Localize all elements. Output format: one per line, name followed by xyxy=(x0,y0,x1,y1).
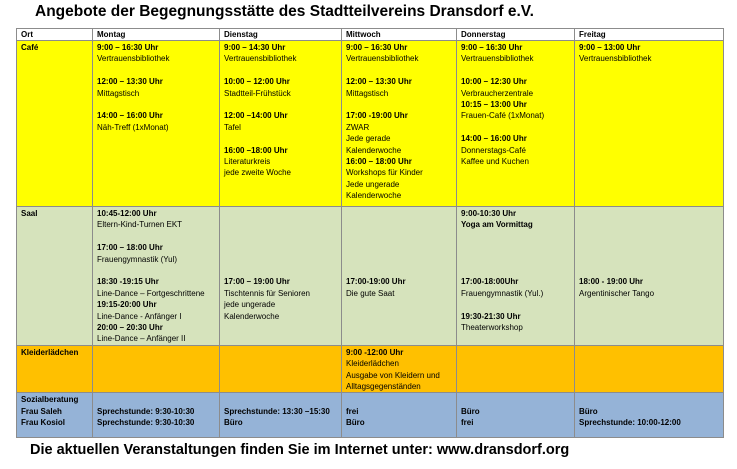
spacer xyxy=(579,265,719,276)
event-line: Ausgabe von Kleidern und xyxy=(346,370,440,380)
spacer xyxy=(579,394,719,405)
event-line: jede zweite Woche xyxy=(224,168,291,178)
event-line: 14:00 – 16:00 Uhr xyxy=(461,134,527,144)
spacer xyxy=(346,394,452,405)
event-line: Sprechstunde: 10:00-12:00 xyxy=(579,418,681,428)
cell-cafe-donnerstag xyxy=(457,41,575,207)
event-line: Frauen-Café (1xMonat) xyxy=(461,111,545,121)
event-line: 9:00 -12:00 Uhr xyxy=(346,347,404,357)
location-label: Kleiderlädchen xyxy=(21,347,79,357)
header-dienstag: Dienstag xyxy=(220,29,342,41)
location-kleider xyxy=(17,345,93,393)
location-label: Sozialberatung xyxy=(21,395,79,405)
event-line: Vertrauensbibliothek xyxy=(97,54,170,64)
event-line: 20:00 – 20:30 Uhr xyxy=(97,323,163,333)
schedule-table xyxy=(16,28,724,438)
spacer xyxy=(97,265,215,276)
cell-saal-montag xyxy=(93,207,220,346)
event-line: Mittagstisch xyxy=(97,88,140,98)
cell-saal-dienstag xyxy=(220,207,342,346)
row-kleider xyxy=(17,345,724,393)
event-line: 14:00 – 16:00 Uhr xyxy=(97,111,163,121)
page-title: Angebote der Begegnungsstätte des Stadtteilvereins Dransdorf e.V. xyxy=(35,3,534,20)
spacer xyxy=(579,231,719,242)
event-line: 9:00 – 16:30 Uhr xyxy=(97,43,159,52)
row-saal xyxy=(17,207,724,346)
cell-sozial-mittwoch xyxy=(342,393,457,438)
cell-cafe-montag xyxy=(93,41,220,207)
cell-sozial-donnerstag xyxy=(457,393,575,438)
spacer xyxy=(224,99,337,110)
spacer xyxy=(346,231,452,242)
spacer xyxy=(224,231,337,242)
header-freitag: Freitag xyxy=(575,29,724,41)
footer-note: Die aktuellen Veranstaltungen finden Sie im Internet unter: www.dransdorf.org xyxy=(30,442,570,458)
row-cafe xyxy=(17,41,724,207)
event-line: Mittagstisch xyxy=(346,88,389,98)
event-line: 19:30-21:30 Uhr xyxy=(461,311,521,321)
event-line: 16:00 –18:00 Uhr xyxy=(224,145,288,155)
event-line: Vertrauensbibliothek xyxy=(579,54,652,64)
event-line: Tischtennis für Senioren xyxy=(224,288,310,298)
event-line: Line-Dance – Fortgeschrittene xyxy=(97,288,205,298)
cell-kleider-donnerstag xyxy=(457,345,575,393)
cell-saal-donnerstag xyxy=(457,207,575,346)
event-line: 16:00 – 18:00 Uhr xyxy=(346,157,412,167)
spacer xyxy=(346,65,452,76)
event-line: 9:00 – 13:00 Uhr xyxy=(579,43,641,52)
event-line: jede ungerade xyxy=(224,300,276,310)
spacer xyxy=(346,254,452,265)
event-line: Eltern-Kind-Turnen EKT xyxy=(97,220,183,230)
event-line: 12:00 –14:00 Uhr xyxy=(224,111,288,121)
event-line: Workshops für Kinder xyxy=(346,168,423,178)
cell-kleider-montag xyxy=(93,345,220,393)
row-sozial xyxy=(17,393,724,438)
header-row xyxy=(17,29,724,41)
event-line: 10:15 – 13:00 Uhr xyxy=(461,100,527,110)
header-montag: Montag xyxy=(93,29,220,41)
event-line: Kalenderwoche xyxy=(346,145,402,155)
event-line: Vertrauensbibliothek xyxy=(461,54,534,64)
event-line: 10:00 – 12:30 Uhr xyxy=(461,77,527,87)
event-line: Büro xyxy=(224,418,243,428)
spacer xyxy=(224,65,337,76)
event-line: Line-Dance – Anfänger II xyxy=(97,334,186,344)
cell-cafe-mittwoch xyxy=(342,41,457,207)
spacer xyxy=(224,133,337,144)
cell-sozial-montag xyxy=(93,393,220,438)
event-line: 18:00 - 19:00 Uhr xyxy=(579,277,644,287)
event-line: Literaturkreis xyxy=(224,157,271,167)
event-line: 12:00 – 13:30 Uhr xyxy=(346,77,412,87)
event-line: Argentinischer Tango xyxy=(579,288,655,298)
event-line: 12:00 – 13:30 Uhr xyxy=(97,77,163,87)
event-line: 19:15-20:00 Uhr xyxy=(97,300,157,310)
spacer xyxy=(579,219,719,230)
event-line: Verbraucherzentrale xyxy=(461,88,534,98)
event-line: 17:00 – 19:00 Uhr xyxy=(224,277,290,287)
event-line: Yoga am Vormittag xyxy=(461,220,533,230)
spacer xyxy=(97,231,215,242)
event-line: Büro xyxy=(579,406,598,416)
event-line: 9:00 – 14:30 Uhr xyxy=(224,43,286,52)
event-line: 9:00 – 16:30 Uhr xyxy=(346,43,408,52)
spacer xyxy=(346,219,452,230)
event-line: Büro xyxy=(461,406,480,416)
spacer xyxy=(97,65,215,76)
event-line: Kaffee und Kuchen xyxy=(461,157,529,167)
cell-saal-freitag xyxy=(575,207,724,346)
event-line: Vertrauensbibliothek xyxy=(224,54,297,64)
spacer xyxy=(461,242,570,253)
event-line: Alltagsgegenständen xyxy=(346,382,421,392)
event-line: 9:00 – 16:30 Uhr xyxy=(461,43,523,52)
cell-kleider-dienstag xyxy=(220,345,342,393)
event-line: 10:00 – 12:00 Uhr xyxy=(224,77,290,87)
spacer xyxy=(346,208,452,219)
header-ort: Ort xyxy=(17,29,93,41)
location-label: Café xyxy=(21,43,39,52)
event-line: Tafel xyxy=(224,122,241,132)
location-label: Frau Saleh xyxy=(21,406,62,416)
event-line: Frauengymnastik (Yul.) xyxy=(461,288,544,298)
spacer xyxy=(346,99,452,110)
spacer xyxy=(224,219,337,230)
event-line: 18:30 -19:15 Uhr xyxy=(97,277,159,287)
event-line: frei xyxy=(346,406,359,416)
spacer xyxy=(97,99,215,110)
spacer xyxy=(346,242,452,253)
event-line: Die gute Saat xyxy=(346,288,395,298)
spacer xyxy=(461,231,570,242)
event-line: 17:00-18:00Uhr xyxy=(461,277,519,287)
spacer xyxy=(579,208,719,219)
header-donnerstag: Donnerstag xyxy=(457,29,575,41)
event-line: Donnerstags-Café xyxy=(461,145,526,155)
event-line: Vertrauensbibliothek xyxy=(346,54,419,64)
event-line: Line-Dance - Anfänger I xyxy=(97,311,182,321)
event-line: Jede gerade xyxy=(346,134,391,144)
spacer xyxy=(224,254,337,265)
spacer xyxy=(97,394,215,405)
spacer xyxy=(224,242,337,253)
spacer xyxy=(346,265,452,276)
event-line: 10:45-12:00 Uhr xyxy=(97,209,157,218)
location-label: Saal xyxy=(21,209,38,218)
event-line: Kalenderwoche xyxy=(346,191,402,201)
cell-kleider-mittwoch xyxy=(342,345,457,393)
event-line: Frauengymnastik (Yul) xyxy=(97,254,178,264)
spacer xyxy=(461,122,570,133)
spacer xyxy=(461,299,570,310)
spacer xyxy=(579,254,719,265)
event-line: Näh-Treff (1xMonat) xyxy=(97,122,169,132)
cell-sozial-dienstag xyxy=(220,393,342,438)
event-line: 9:00-10:30 Uhr xyxy=(461,209,517,218)
spacer xyxy=(461,65,570,76)
event-line: Kalenderwoche xyxy=(224,311,280,321)
event-line: Jede ungerade xyxy=(346,179,400,189)
event-line: 17:00-19:00 Uhr xyxy=(346,277,406,287)
event-line: 17:00 -19:00 Uhr xyxy=(346,111,408,121)
cell-cafe-dienstag xyxy=(220,41,342,207)
spacer xyxy=(461,265,570,276)
spacer xyxy=(579,242,719,253)
event-line: Kleiderlädchen xyxy=(346,359,399,369)
event-line: 17:00 – 18:00 Uhr xyxy=(97,243,163,253)
location-saal xyxy=(17,207,93,346)
spacer xyxy=(461,394,570,405)
event-line: Sprechstunde: 9:30-10:30 xyxy=(97,418,195,428)
location-label: Frau Kosiol xyxy=(21,418,66,428)
event-line: Sprechstunde: 13:30 –15:30 xyxy=(224,406,330,416)
spacer xyxy=(224,394,337,405)
cell-saal-mittwoch xyxy=(342,207,457,346)
event-line: Theaterworkshop xyxy=(461,322,523,332)
spacer xyxy=(461,254,570,265)
event-line: Büro xyxy=(346,418,365,428)
event-line: Sprechstunde: 9:30-10:30 xyxy=(97,406,195,416)
cell-kleider-freitag xyxy=(575,345,724,393)
location-cafe xyxy=(17,41,93,207)
spacer xyxy=(224,265,337,276)
location-sozial xyxy=(17,393,93,438)
header-mittwoch: Mittwoch xyxy=(342,29,457,41)
event-line: Stadtteil-Frühstück xyxy=(224,88,291,98)
cell-cafe-freitag xyxy=(575,41,724,207)
spacer xyxy=(224,208,337,219)
event-line: ZWAR xyxy=(346,122,370,132)
event-line: frei xyxy=(461,418,474,428)
cell-sozial-freitag xyxy=(575,393,724,438)
